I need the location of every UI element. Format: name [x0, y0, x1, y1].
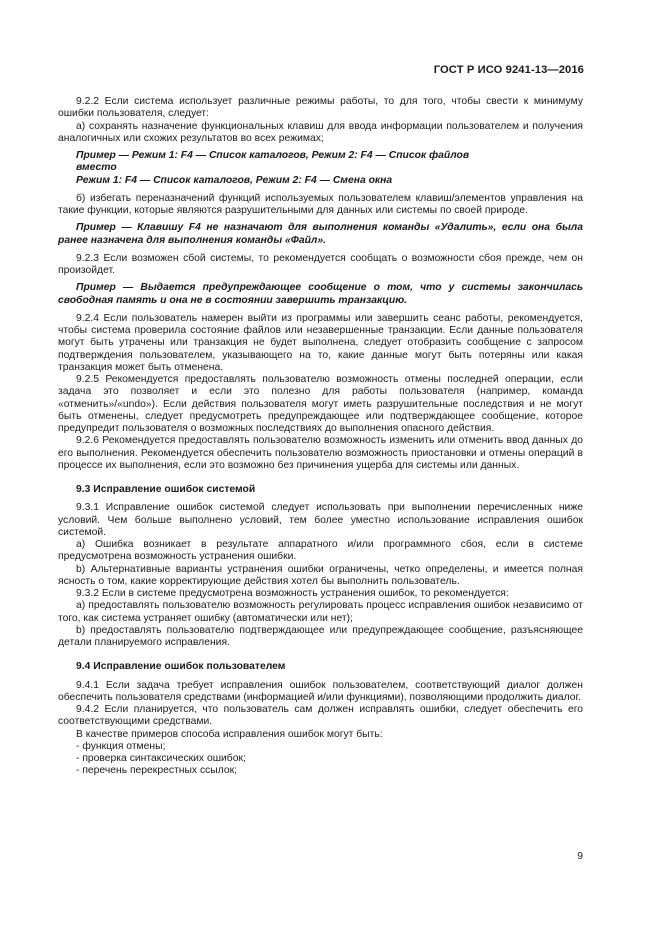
- example-3: Пример — Выдается предупреждающее сообщение о том, что у системы закончилась свободная память и она не в состоянии завершить транзакцию.: [58, 282, 583, 306]
- clause-9-3-1: 9.3.1 Исправление ошибок системой следует использовать при выполнении перечисленных ниже условий. Чем больше выполнено условий, тем более уместно использование исправления ошибок системой.: [58, 502, 583, 538]
- document-body: [58, 96, 583, 778]
- clause-9-3-1-item-b: b) Альтернативные варианты устранения ошибки ограничены, четко определены, и имеется полная ясность о том, какие корректирующие действия хотел бы выполнить пользователь.: [58, 563, 583, 587]
- example-2: Пример — Клавишу F4 не назначают для выполнения команды «Удалить», если она была ранее назначена для выполнения команды «Файл».: [58, 222, 583, 246]
- clause-9-2-2-item-a: а) сохранять назначение функциональных клавиш для ввода информации пользователем и получения аналогичных или схожих результатов во всех режимах;: [58, 120, 583, 144]
- example-1-line-3: Режим 1: F4 — Список каталогов, Режим 2: F4 — Смена окна: [76, 174, 393, 186]
- section-heading-9-4: 9.4 Исправление ошибок пользователем: [76, 661, 286, 673]
- clause-9-2-4: 9.2.4 Если пользователь намерен выйти из программы или завершить сеанс работы, рекомендуется, чтобы система проверила состояние файлов или незавершенные транзакции. Если данные пользователя могут быть утрачены или транзакция не будет выполнена, следует отобразить сообщение с запросом подтверждения пользователем, указывающего на то, какие данные могут быть потеряны или какая транзакция может быть отменена.: [58, 312, 583, 373]
- page-number: 9: [577, 851, 583, 862]
- clause-9-3-2-item-b: b) предоставлять пользователю подтверждающее или предупреждающее сообщение, разъясняющее детали планируемого исправления.: [58, 624, 583, 648]
- document-header-standard: ГОСТ Р ИСО 9241-13—2016: [433, 64, 584, 76]
- list-item: - проверка синтаксических ошибок;: [76, 753, 246, 764]
- list-item: - функция отмены;: [76, 740, 166, 752]
- example-1-line-2: вместо: [76, 162, 117, 174]
- clause-9-3-1-item-a: а) Ошибка возникает в результате аппаратного и/или программного сбоя, если в системе предусмотрена возможность устранения ошибки.: [58, 539, 583, 563]
- clause-9-2-5: 9.2.5 Рекомендуется предоставлять пользователю возможность отмены последней операции, если задача это позволяет и если это полезно для работы пользователя (например, команда «отменить»/«undo»). Если действия пользователя могут иметь разрушительные последствия и не могут быть отменены, следует предусмотреть предупреждающее или подтверждающее сообщение, которое предупредит пользователя о возможных последствиях до выполнения опасного действия.: [58, 374, 583, 434]
- clause-9-4-1: 9.4.1 Если задача требует исправления ошибок пользователем, соответствующий диалог должен обеспечить пользователя средствами (информацией и/или функциями), позволяющими продолжить диалог.: [58, 679, 583, 703]
- clause-9-3-2-item-a: а) предоставлять пользователю возможность регулировать процесс исправления ошибок независимо от того, как система устраняет ошибку (автоматически или нет);: [58, 600, 583, 624]
- list-item: - перечень перекрестных ссылок;: [76, 765, 238, 777]
- clause-9-4-2-intro: В качестве примеров способа исправления ошибок могут быть:: [76, 728, 383, 740]
- clause-9-2-2: 9.2.2 Если система использует различные режимы работы, то для того, чтобы свести к минимуму ошибки пользователя, следует:: [58, 96, 583, 120]
- clause-9-4-2: 9.4.2 Если планируется, что пользователь сам должен исправлять ошибки, следует обеспечить его соответствующими средствами.: [58, 704, 583, 728]
- clause-9-2-2-item-b: б) избегать переназначений функций используемых пользователем клавиш/элементов управления на такие функции, которые являются разрушительными для данных или системы по своей природе.: [58, 192, 583, 216]
- clause-9-2-3: 9.2.3 Если возможен сбой системы, то рекомендуется сообщать о возможности сбоя прежде, чем он произойдет.: [58, 252, 583, 276]
- clause-9-3-2: 9.3.2 Если в системе предусмотрена возможность устранения ошибок, то рекомендуется:: [76, 588, 509, 599]
- example-1-line-1: Пример — Режим 1: F4 — Список каталогов, Режим 2: F4 — Список файлов: [76, 150, 470, 161]
- clause-9-2-6: 9.2.6 Рекомендуется предоставлять пользователю возможность изменить или отменить ввод данных до его выполнения. Рекомендуется обеспечить пользователю возможность приостановки и отмены операций в процессе их выполнения, если это возможно без причинения ущерба для системы или данных.: [58, 435, 583, 471]
- section-heading-9-3: 9.3 Исправление ошибок системой: [76, 484, 256, 495]
